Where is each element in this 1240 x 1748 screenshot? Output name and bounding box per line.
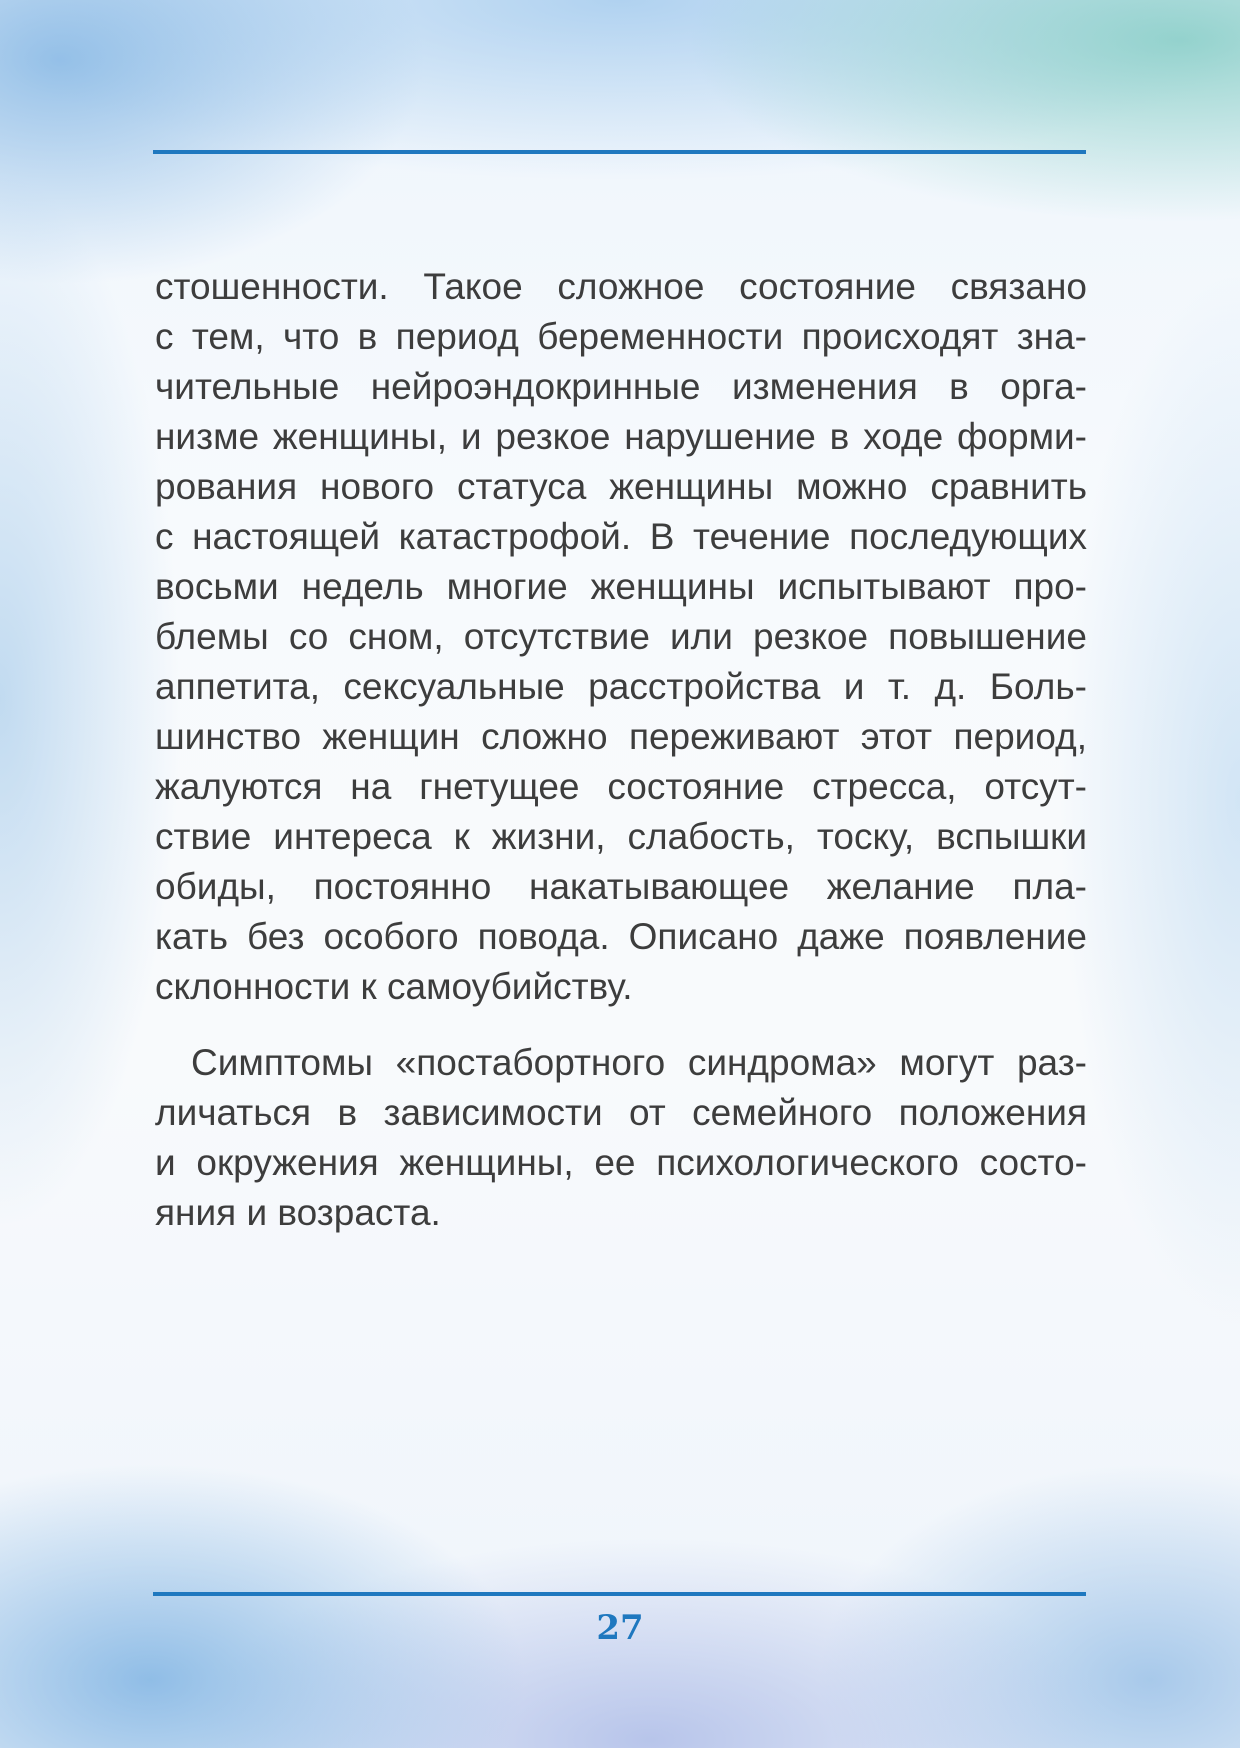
text-line: Симптомы «постабортного синдрома» могут раз-: [191, 1042, 1087, 1083]
text-line: аппетита, сексуальные расстройства и т. д. Боль-: [155, 666, 1087, 707]
text-line: стошенности. Такое сложное состояние связано: [155, 266, 1087, 307]
text-line: личаться в зависимости от семейного положения: [155, 1092, 1087, 1133]
text-line: низме женщины, и резкое нарушение в ходе форми-: [155, 416, 1087, 457]
bottom-rule: [153, 1592, 1086, 1596]
text-line: ствие интереса к жизни, слабость, тоску, вспышки: [155, 816, 1087, 857]
text-line: и окружения женщины, ее психологического состо-: [155, 1142, 1087, 1183]
text-line: с тем, что в период беременности происходят зна-: [155, 316, 1087, 357]
text-line: жалуются на гнетущее состояние стресса, отсут-: [155, 766, 1087, 807]
text-line: обиды, постоянно накатывающее желание пла-: [155, 866, 1087, 907]
text-line: блемы со сном, отсутствие или резкое повышение: [155, 616, 1087, 657]
top-rule: [153, 150, 1086, 154]
text-line: яния и возраста.: [155, 1192, 441, 1233]
paragraph-gap: [155, 1012, 1087, 1038]
text-line: восьми недель многие женщины испытывают про-: [155, 566, 1087, 607]
body-text: [155, 262, 1087, 1238]
text-line: склонности к самоубийству.: [155, 966, 633, 1007]
paragraph-1: [155, 262, 1087, 1012]
text-line: чительные нейроэндокринные изменения в орга-: [155, 366, 1087, 407]
text-line: кать без особого повода. Описано даже появление: [155, 916, 1087, 957]
text-line: шинство женщин сложно переживают этот период,: [155, 716, 1087, 757]
paragraph-2: [155, 1038, 1087, 1238]
text-line: рования нового статуса женщины можно сравнить: [155, 466, 1087, 507]
page-number: 27: [596, 1608, 644, 1648]
text-line: с настоящей катастрофой. В течение последующих: [155, 516, 1087, 557]
